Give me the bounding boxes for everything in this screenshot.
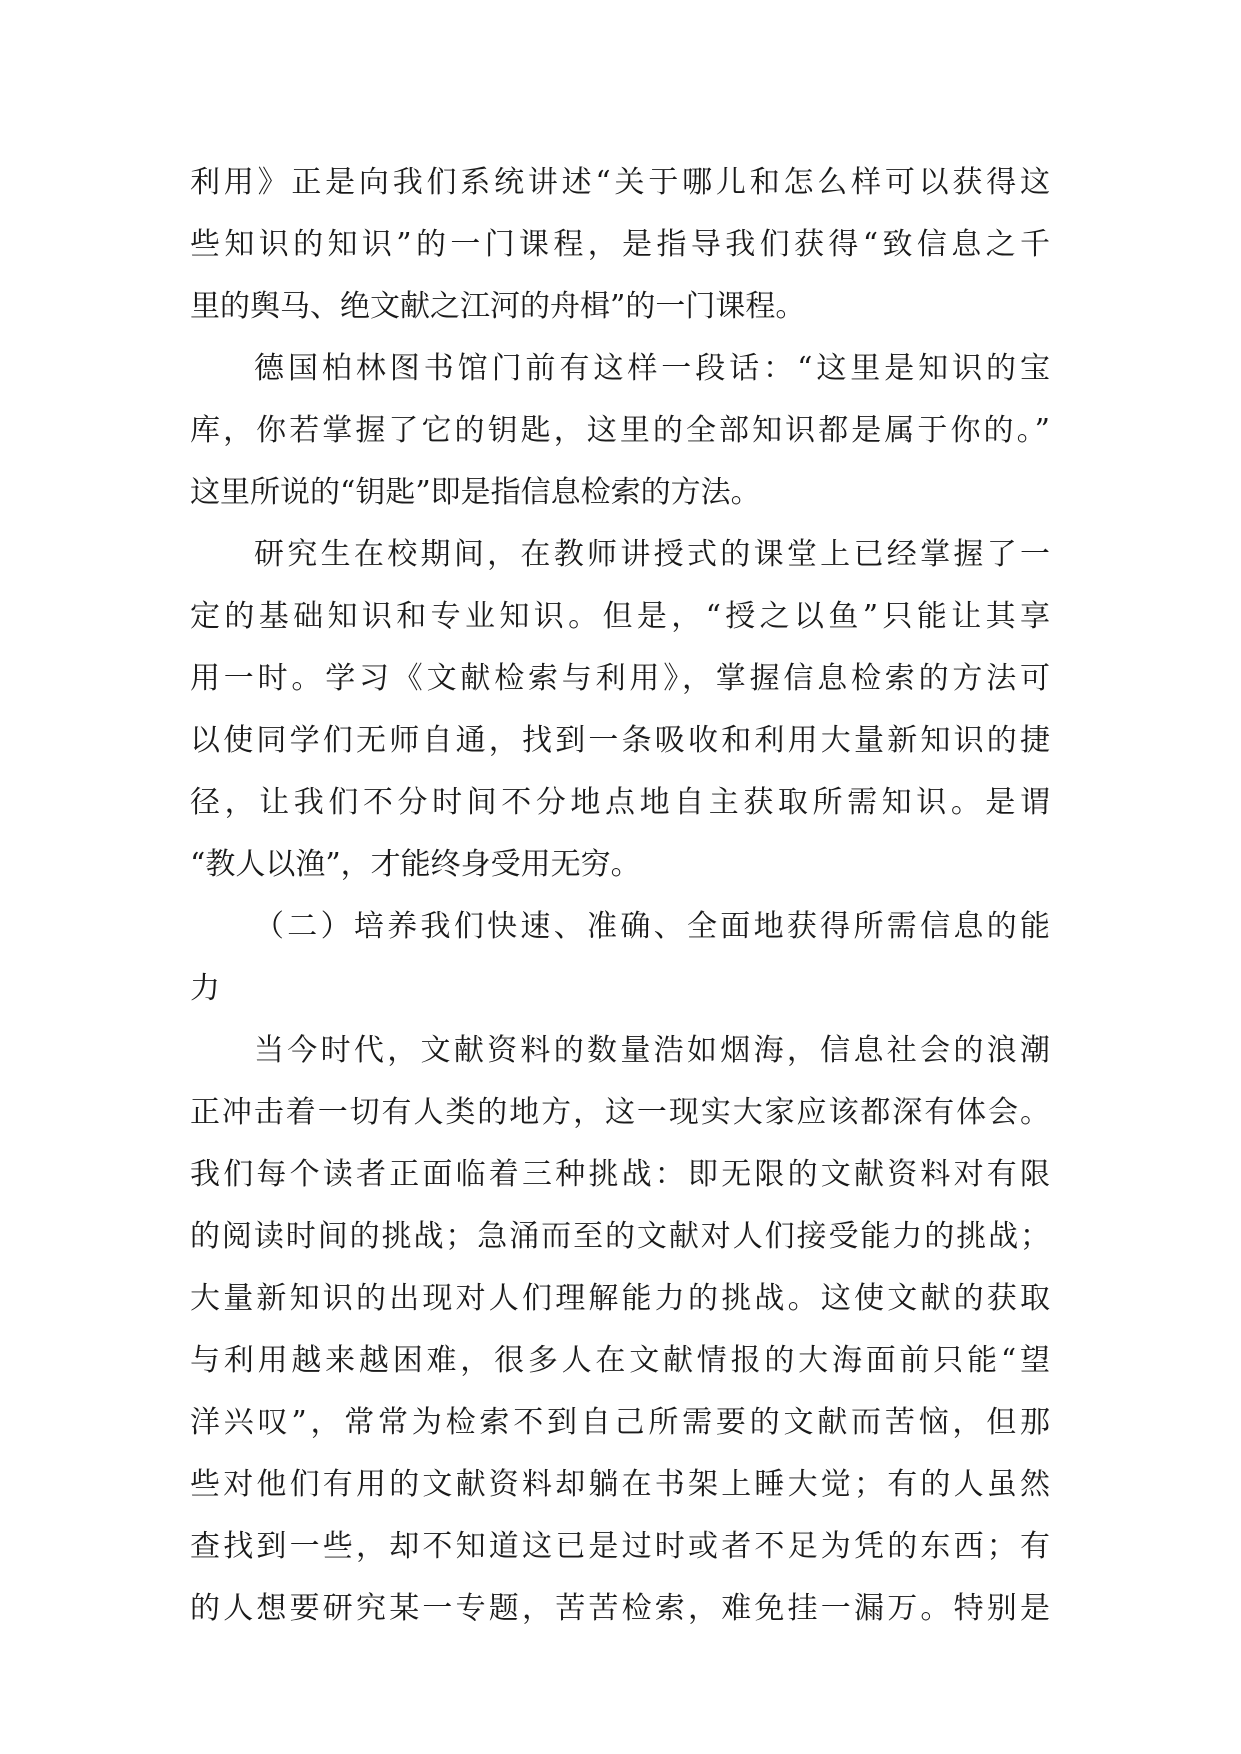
text-line: 些对他们有用的文献资料却躺在书架上睡大觉；有的人虽然 — [190, 1467, 1050, 1502]
text-line: 库，你若掌握了它的钥匙，这里的全部知识都是属于你的。” — [190, 413, 1050, 448]
text-line: 德国柏林图书馆门前有这样一段话：“这里是知识的宝 — [254, 351, 1050, 386]
section-heading-line: 力 — [190, 971, 220, 1006]
text-line: 我们每个读者正面临着三种挑战：即无限的文献资料对有限 — [190, 1157, 1050, 1192]
text-line: 定的基础知识和专业知识。但是，“授之以鱼”只能让其享 — [190, 599, 1050, 634]
text-line: 正冲击着一切有人类的地方，这一现实大家应该都深有体会。 — [190, 1095, 1050, 1130]
text-line: 洋兴叹”，常常为检索不到自己所需要的文献而苦恼，但那 — [190, 1405, 1050, 1440]
text-line: 的人想要研究某一专题，苦苦检索，难免挂一漏万。特别是 — [190, 1591, 1050, 1626]
text-line: 查找到一些，却不知道这已是过时或者不足为凭的东西；有 — [190, 1529, 1050, 1564]
text-line: “教人以渔”，才能终身受用无穷。 — [190, 847, 641, 882]
text-line: 这里所说的“钥匙”即是指信息检索的方法。 — [190, 475, 761, 510]
text-line: 的阅读时间的挑战；急涌而至的文献对人们接受能力的挑战； — [190, 1219, 1050, 1254]
text-line: 研究生在校期间，在教师讲授式的课堂上已经掌握了一 — [254, 537, 1050, 572]
body-text — [190, 152, 1050, 1640]
text-line: 些知识的知识”的一门课程，是指导我们获得“致信息之千 — [190, 227, 1050, 262]
text-line: 与利用越来越困难，很多人在文献情报的大海面前只能“望 — [190, 1343, 1050, 1378]
text-line: 大量新知识的出现对人们理解能力的挑战。这使文献的获取 — [190, 1281, 1050, 1316]
text-line: 里的舆马、绝文献之江河的舟楫”的一门课程。 — [190, 289, 806, 324]
section-heading-line: （二）培养我们快速、准确、全面地获得所需信息的能 — [254, 909, 1050, 944]
text-line: 以使同学们无师自通，找到一条吸收和利用大量新知识的捷 — [190, 723, 1050, 758]
text-line: 当今时代，文献资料的数量浩如烟海，信息社会的浪潮 — [254, 1033, 1050, 1068]
text-line: 用一时。学习《文献检索与利用》，掌握信息检索的方法可 — [190, 661, 1050, 696]
text-line: 利用》正是向我们系统讲述“关于哪儿和怎么样可以获得这 — [190, 165, 1050, 200]
text-line: 径，让我们不分时间不分地点地自主获取所需知识。是谓 — [190, 785, 1050, 820]
